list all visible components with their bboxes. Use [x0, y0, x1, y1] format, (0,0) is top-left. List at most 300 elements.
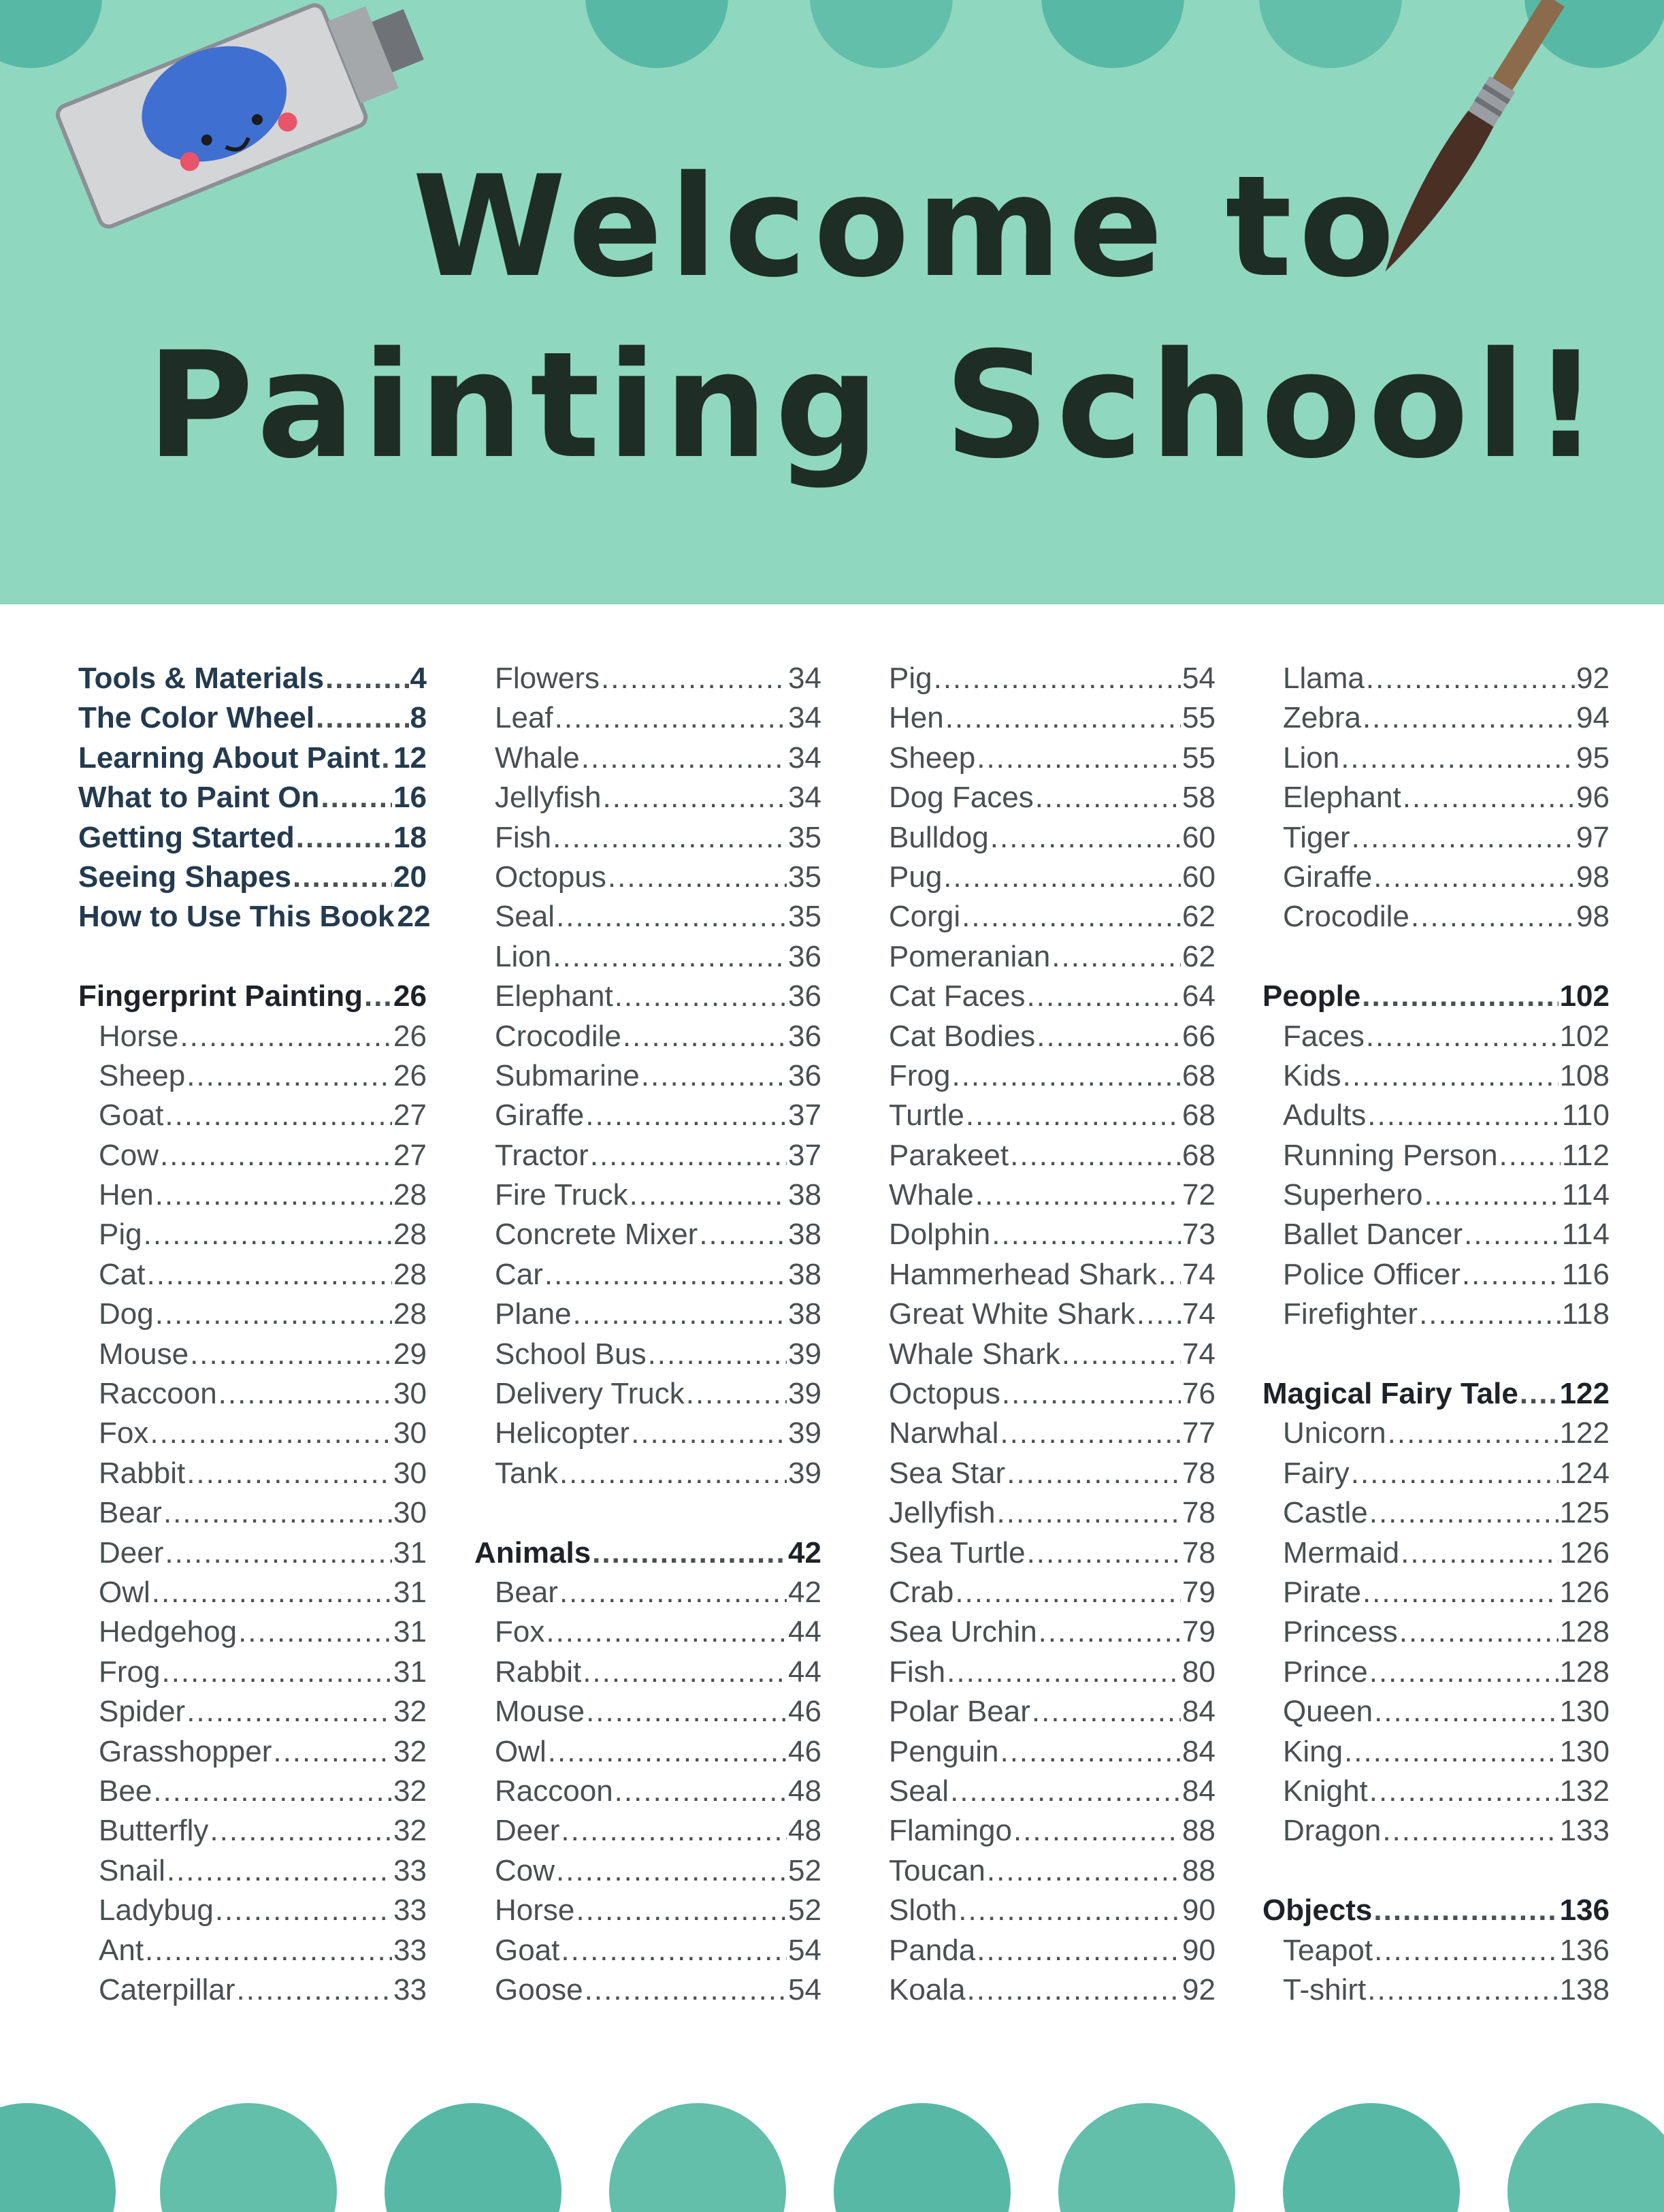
toc-entry [1262, 1215, 1610, 1254]
toc-entry-label: Seal [495, 900, 555, 934]
toc-entry-page: 44 [788, 1655, 821, 1689]
toc-entry-label: Owl [99, 1575, 150, 1609]
toc-dot-leader [1035, 778, 1181, 817]
toc-dot-leader [1388, 1414, 1559, 1453]
toc-entry-page: 60 [1182, 860, 1216, 894]
toc-entry [474, 1573, 821, 1612]
toc-dot-leader [943, 858, 1181, 897]
toc-entry-label: What to Paint On [78, 781, 320, 815]
toc-entry [78, 1533, 427, 1573]
toc-entry-page: 95 [1576, 741, 1610, 775]
toc-dot-leader [1369, 1772, 1559, 1811]
toc-entry [1262, 1732, 1610, 1772]
toc-entry-label: Goat [99, 1099, 164, 1133]
toc-entry-label: Owl [495, 1734, 546, 1768]
toc-dot-leader [576, 1891, 787, 1930]
toc-entry-label: Penguin [889, 1734, 999, 1768]
toc-entry-page: 34 [788, 741, 821, 775]
toc-entry [78, 1891, 427, 1930]
toc-gap [1262, 1851, 1610, 1891]
toc-entry [1262, 818, 1610, 858]
toc-section-heading [78, 977, 427, 1016]
toc-entry-label: Tiger [1283, 820, 1350, 854]
toc-entry [78, 1851, 427, 1891]
toc-entry-label: Teapot [1283, 1933, 1373, 1967]
toc-entry-page: 42 [788, 1535, 821, 1569]
toc-entry [868, 659, 1216, 698]
toc-column-1 [78, 659, 431, 2010]
toc-entry-label: Getting Started [78, 820, 295, 854]
toc-dot-leader [1520, 1374, 1559, 1414]
toc-entry-label: Magical Fairy Tale [1262, 1377, 1518, 1411]
toc-entry-page: 46 [788, 1734, 821, 1768]
toc-entry-page: 28 [393, 1297, 427, 1331]
toc-entry-label: Running Person [1283, 1138, 1498, 1172]
toc-entry-page: 124 [1559, 1456, 1610, 1490]
toc-entry-label: Fox [99, 1416, 149, 1450]
toc-entry-page: 78 [1182, 1456, 1216, 1490]
toc-entry-label: Pomeranian [889, 939, 1051, 973]
toc-dot-leader [631, 1414, 787, 1453]
toc-entry-label: Animals [474, 1535, 591, 1569]
toc-entry-page: 128 [1559, 1615, 1610, 1649]
toc-entry-label: Car [495, 1257, 543, 1291]
toc-dot-leader [321, 778, 392, 817]
toc-dot-leader [648, 1335, 787, 1374]
toc-dot-leader [556, 897, 787, 937]
toc-entry [868, 1255, 1216, 1295]
toc-entry-page: 37 [788, 1138, 821, 1172]
toc-entry-label: Faces [1283, 1019, 1365, 1053]
toc-entry-page: 30 [393, 1456, 427, 1490]
toc-entry-page: 31 [393, 1615, 427, 1649]
toc-entry-page: 18 [393, 820, 427, 854]
toc-entry [78, 1653, 427, 1692]
toc-entry-page: 80 [1182, 1655, 1216, 1689]
toc-entry-label: Hen [99, 1178, 154, 1212]
toc-entry-page: 97 [1576, 820, 1610, 854]
toc-entry-page: 31 [393, 1655, 427, 1689]
toc-dot-leader [1341, 738, 1575, 778]
toc-entry [868, 1215, 1216, 1254]
toc-entry-page: 31 [393, 1575, 427, 1609]
toc-dot-leader [1424, 1175, 1560, 1215]
toc-entry [1262, 1017, 1610, 1056]
toc-dot-leader [167, 1851, 392, 1891]
toc-entry [474, 937, 821, 977]
toc-entry-label: Adults [1283, 1099, 1367, 1133]
paint-dot [1058, 2103, 1235, 2212]
toc-entry-label: The Color Wheel [78, 701, 315, 735]
toc-entry [474, 1295, 821, 1334]
toc-entry-page: 33 [393, 1933, 427, 1967]
toc-dot-leader [559, 1573, 787, 1612]
toc-entry-label: Butterfly [99, 1814, 209, 1848]
toc-entry [1262, 1175, 1610, 1215]
toc-entry [868, 1295, 1216, 1334]
paint-dot [160, 2103, 337, 2212]
toc-entry-page: 102 [1559, 1019, 1610, 1053]
toc-entry [78, 1374, 427, 1414]
toc-dot-leader [1363, 1573, 1559, 1612]
toc-entry-page: 68 [1182, 1138, 1216, 1172]
toc-entry [1262, 1970, 1610, 2010]
toc-entry-page: 92 [1182, 1972, 1216, 2006]
toc-dot-leader [1002, 1374, 1181, 1414]
toc-entry-page: 132 [1559, 1774, 1610, 1808]
toc-dot-leader [601, 659, 787, 698]
toc-entry-page: 122 [1559, 1377, 1610, 1411]
toc-entry-label: Goat [495, 1933, 560, 1967]
toc-dot-leader [555, 698, 787, 738]
toc-dot-leader [583, 1653, 787, 1692]
toc-entry-label: Seal [889, 1774, 949, 1808]
toc-dot-leader [165, 1533, 392, 1573]
toc-dot-leader [1362, 977, 1558, 1016]
toc-entry-page: 79 [1182, 1615, 1216, 1649]
toc-dot-leader [1363, 698, 1575, 738]
toc-dot-leader [975, 1175, 1181, 1215]
toc-entry [474, 1136, 821, 1175]
toc-dot-leader [990, 818, 1181, 858]
toc-entry [868, 1175, 1216, 1215]
toc-entry-label: Great White Shark [889, 1297, 1135, 1331]
toc-dot-leader [190, 1335, 392, 1374]
toc-entry-page: 26 [393, 979, 427, 1013]
toc-entry-label: Crocodile [495, 1019, 621, 1053]
toc-entry [868, 1136, 1216, 1175]
toc-dot-leader [608, 858, 787, 897]
toc-dot-leader [296, 818, 392, 858]
toc-entry [1262, 1056, 1610, 1096]
toc-dot-leader [1373, 1891, 1558, 1930]
toc-entry-page: 44 [788, 1615, 821, 1649]
toc-entry [474, 1215, 821, 1254]
toc-dot-leader [1344, 1732, 1559, 1772]
title-line-2: Painting School! [146, 320, 1606, 491]
toc-entry-label: Cow [99, 1138, 159, 1172]
toc-entry-label: Whale Shark [889, 1337, 1060, 1371]
toc-entry [1262, 1772, 1610, 1811]
toc-entry [474, 1454, 821, 1493]
toc-entry-label: Pig [889, 662, 932, 695]
toc-dot-leader [992, 1215, 1181, 1254]
toc-entry-label: Dog [99, 1297, 154, 1331]
toc-entry [1262, 1653, 1610, 1692]
toc-entry-label: Frog [889, 1058, 951, 1092]
toc-entry [868, 778, 1216, 817]
toc-dot-leader [1010, 1136, 1181, 1175]
toc-entry-page: 16 [393, 781, 427, 815]
toc-entry-page: 76 [1182, 1377, 1216, 1411]
toc-entry-label: Elephant [495, 979, 613, 1013]
toc-entry-label: T-shirt [1283, 1972, 1367, 2006]
toc-entry-page: 28 [393, 1218, 427, 1252]
toc-entry-label: Deer [99, 1535, 164, 1569]
toc-entry-page: 30 [393, 1377, 427, 1411]
toc-dot-leader [1369, 1653, 1559, 1692]
toc-entry [868, 1612, 1216, 1652]
toc-entry [1262, 1255, 1610, 1295]
toc-entry-label: King [1283, 1734, 1343, 1768]
toc-entry-page: 22 [397, 900, 431, 934]
toc-entry-label: Bulldog [889, 820, 989, 854]
toc-entry-label: Leaf [495, 701, 553, 735]
toc-entry [474, 1096, 821, 1135]
paint-dot [810, 0, 953, 68]
toc-entry [474, 1851, 821, 1891]
toc-entry-label: Dog Faces [889, 781, 1034, 815]
toc-dot-leader [1367, 1096, 1561, 1135]
toc-entry-page: 55 [1182, 701, 1216, 735]
toc-entry-page: 52 [788, 1893, 821, 1928]
toc-entry-label: Polar Bear [889, 1695, 1030, 1729]
toc-entry-page: 112 [1561, 1138, 1610, 1172]
toc-entry-label: Sea Urchin [889, 1615, 1037, 1649]
toc-entry [1262, 778, 1610, 817]
toc-entry-page: 34 [788, 701, 821, 735]
toc-entry [1262, 1136, 1610, 1175]
toc-entry-label: Jellyfish [889, 1496, 996, 1530]
toc-entry-label: Panda [889, 1933, 976, 1967]
toc-dot-leader [1007, 1454, 1181, 1493]
toc-entry-page: 133 [1559, 1814, 1610, 1848]
toc-entry-page: 39 [788, 1377, 821, 1411]
toc-dot-leader [1419, 1295, 1561, 1334]
toc-entry-page: 26 [393, 1019, 427, 1053]
toc-entry-label: Fingerprint Painting [78, 979, 363, 1013]
paint-dot [834, 2103, 1011, 2212]
toc-entry-page: 64 [1182, 979, 1216, 1013]
toc-entry-label: Fire Truck [495, 1178, 628, 1212]
toc-dot-leader [585, 1970, 787, 2010]
toc-gap [474, 1493, 821, 1533]
toc-entry [78, 1215, 427, 1254]
toc-dot-leader [1399, 1612, 1559, 1652]
toc-entry-page: 102 [1559, 979, 1610, 1013]
toc-entry [868, 1056, 1216, 1096]
toc-entry [868, 1493, 1216, 1533]
toc-entry-page: 126 [1559, 1575, 1610, 1609]
toc-entry [474, 1255, 821, 1295]
toc-gap [1262, 937, 1610, 977]
toc-dot-leader [1366, 659, 1575, 698]
toc-entry-label: Koala [889, 1972, 966, 2006]
toc-entry [78, 1414, 427, 1453]
toc-entry [474, 1732, 821, 1772]
toc-entry-page: 92 [1576, 662, 1610, 695]
toc-entry-label: Sea Turtle [889, 1535, 1026, 1569]
toc-entry-label: Sea Star [889, 1456, 1006, 1490]
toc-intro-entry [78, 858, 427, 897]
toc-entry [474, 858, 821, 897]
toc-dot-leader [1464, 1215, 1561, 1254]
toc-entry-label: Snail [99, 1853, 165, 1887]
toc-entry [868, 1414, 1216, 1453]
toc-entry-label: Giraffe [495, 1099, 585, 1133]
toc-gap [1262, 1335, 1610, 1374]
toc-dot-leader [945, 698, 1181, 738]
toc-entry-label: Bear [99, 1496, 162, 1530]
toc-entry-label: Ladybug [99, 1893, 214, 1928]
toc-dot-leader [699, 1215, 787, 1254]
toc-entry-page: 62 [1182, 939, 1216, 973]
toc-dot-leader [548, 1732, 787, 1772]
toc-dot-leader [630, 1175, 787, 1215]
toc-dot-leader [1062, 1335, 1181, 1374]
toc-entry [474, 698, 821, 738]
toc-dot-leader [364, 977, 392, 1016]
toc-entry-page: 125 [1559, 1496, 1610, 1530]
toc-entry-label: Crocodile [1283, 900, 1409, 934]
toc-entry-label: Learning About Paint [78, 741, 380, 775]
toc-entry [1262, 738, 1610, 778]
toc-entry-page: 35 [788, 820, 821, 854]
toc-entry [78, 1931, 427, 1970]
toc-dot-leader [623, 1017, 787, 1056]
toc-dot-leader [150, 1414, 392, 1453]
toc-entry-label: People [1262, 979, 1361, 1013]
toc-entry [474, 738, 821, 778]
toc-entry-page: 35 [788, 860, 821, 894]
toc-entry-label: Deer [495, 1814, 560, 1848]
toc-dot-leader [1051, 937, 1181, 977]
toc-intro-entry [78, 897, 431, 937]
paint-dot [585, 0, 728, 68]
toc-entry-label: Dragon [1283, 1814, 1382, 1848]
toc-entry-page: 77 [1182, 1416, 1216, 1450]
toc-dot-leader [155, 1295, 392, 1334]
toc-dot-leader [641, 1056, 787, 1096]
toc-entry-label: Delivery Truck [495, 1377, 685, 1411]
toc-entry-label: Prince [1283, 1655, 1368, 1689]
toc-dot-leader [958, 1891, 1181, 1930]
toc-entry-page: 30 [393, 1496, 427, 1530]
toc-entry [474, 1811, 821, 1851]
toc-entry-label: Flamingo [889, 1814, 1012, 1848]
toc-entry-page: 38 [788, 1257, 821, 1291]
toc-entry-page: 8 [410, 701, 427, 735]
toc-entry-label: Cat Bodies [889, 1019, 1036, 1053]
title-line-1: Welcome to [412, 146, 1402, 308]
toc-entry-page: 27 [393, 1099, 427, 1133]
toc-dot-leader [955, 1573, 1181, 1612]
toc-entry-label: Pig [99, 1218, 142, 1252]
toc-entry [1262, 659, 1610, 698]
toc-column-2 [474, 659, 821, 2010]
toc-entry-label: Flowers [495, 662, 600, 695]
toc-intro-entry [78, 738, 427, 778]
toc-entry-label: Mouse [495, 1695, 585, 1729]
toc-entry [78, 1096, 427, 1135]
toc-entry-page: 27 [393, 1138, 427, 1172]
toc-entry-label: Horse [99, 1019, 179, 1053]
toc-dot-leader [1352, 818, 1575, 858]
toc-dot-leader [977, 738, 1181, 778]
toc-entry [868, 1533, 1216, 1573]
toc-entry [474, 1335, 821, 1374]
toc-dot-leader [592, 1533, 787, 1573]
toc-entry-page: 90 [1182, 1933, 1216, 1967]
toc-entry [474, 1175, 821, 1215]
toc-entry [78, 1335, 427, 1374]
toc-dot-leader [585, 1096, 787, 1135]
toc-entry-page: 122 [1559, 1416, 1610, 1450]
toc-entry-label: Mouse [99, 1337, 189, 1371]
toc-dot-leader [1000, 1732, 1181, 1772]
toc-entry-page: 78 [1182, 1535, 1216, 1569]
toc-dot-leader [1374, 1931, 1558, 1970]
footer-paint-dots [0, 2083, 1664, 2212]
toc-entry [474, 1612, 821, 1652]
toc-entry-page: 39 [788, 1337, 821, 1371]
toc-entry-label: Hedgehog [99, 1615, 238, 1649]
toc-entry-page: 136 [1559, 1893, 1610, 1928]
toc-entry-page: 96 [1576, 781, 1610, 815]
toc-entry [78, 1295, 427, 1334]
toc-dot-leader [1027, 1533, 1181, 1573]
toc-entry-label: Ballet Dancer [1283, 1218, 1463, 1252]
toc-entry-page: 46 [788, 1695, 821, 1729]
toc-entry-label: Parakeet [889, 1138, 1009, 1172]
toc-dot-leader [1401, 1533, 1558, 1573]
toc-entry-label: Whale [889, 1178, 974, 1212]
toc-entry-label: Narwhal [889, 1416, 999, 1450]
toc-dot-leader [152, 1573, 392, 1612]
toc-dot-leader [293, 858, 392, 897]
toc-dot-leader [1000, 1414, 1181, 1453]
toc-entry [78, 1970, 427, 2010]
toc-entry-label: Cat Faces [889, 979, 1026, 1013]
toc-entry-page: 32 [393, 1734, 427, 1768]
toc-entry-page: 31 [393, 1535, 427, 1569]
toc-entry-label: Horse [495, 1893, 575, 1928]
toc-dot-leader [1411, 897, 1575, 937]
toc-entry-page: 37 [788, 1099, 821, 1133]
toc-column-4 [1262, 659, 1610, 2010]
toc-dot-leader [145, 1931, 392, 1970]
toc-entry-label: Kids [1283, 1058, 1341, 1092]
toc-entry-page: 33 [393, 1972, 427, 2006]
toc-entry [1262, 1573, 1610, 1612]
toc-dot-leader [934, 659, 1181, 698]
toc-entry-page: 110 [1561, 1099, 1610, 1133]
toc-dot-leader [586, 1692, 787, 1731]
toc-entry-page: 39 [788, 1416, 821, 1450]
toc-dot-leader [325, 659, 408, 698]
toc-entry [868, 1772, 1216, 1811]
toc-dot-leader [165, 1096, 392, 1135]
toc-entry [78, 1772, 427, 1811]
toc-entry-label: Corgi [889, 900, 961, 934]
toc-entry-page: 126 [1559, 1535, 1610, 1569]
toc-gap [78, 937, 427, 977]
toc-dot-leader [590, 1136, 787, 1175]
toc-dot-leader [951, 1056, 1181, 1096]
toc-entry-label: Frog [99, 1655, 161, 1689]
toc-entry-label: Goose [495, 1972, 583, 2006]
toc-dot-leader [381, 738, 392, 778]
toc-entry [868, 1374, 1216, 1414]
toc-entry-page: 98 [1576, 860, 1610, 894]
toc-entry-label: Queen [1283, 1695, 1373, 1729]
toc-entry-page: 32 [393, 1774, 427, 1808]
toc-dot-leader [1137, 1295, 1181, 1334]
toc-entry [868, 1653, 1216, 1692]
toc-dot-leader [1374, 1692, 1558, 1731]
toc-entry [868, 1096, 1216, 1135]
toc-entry [868, 1851, 1216, 1891]
